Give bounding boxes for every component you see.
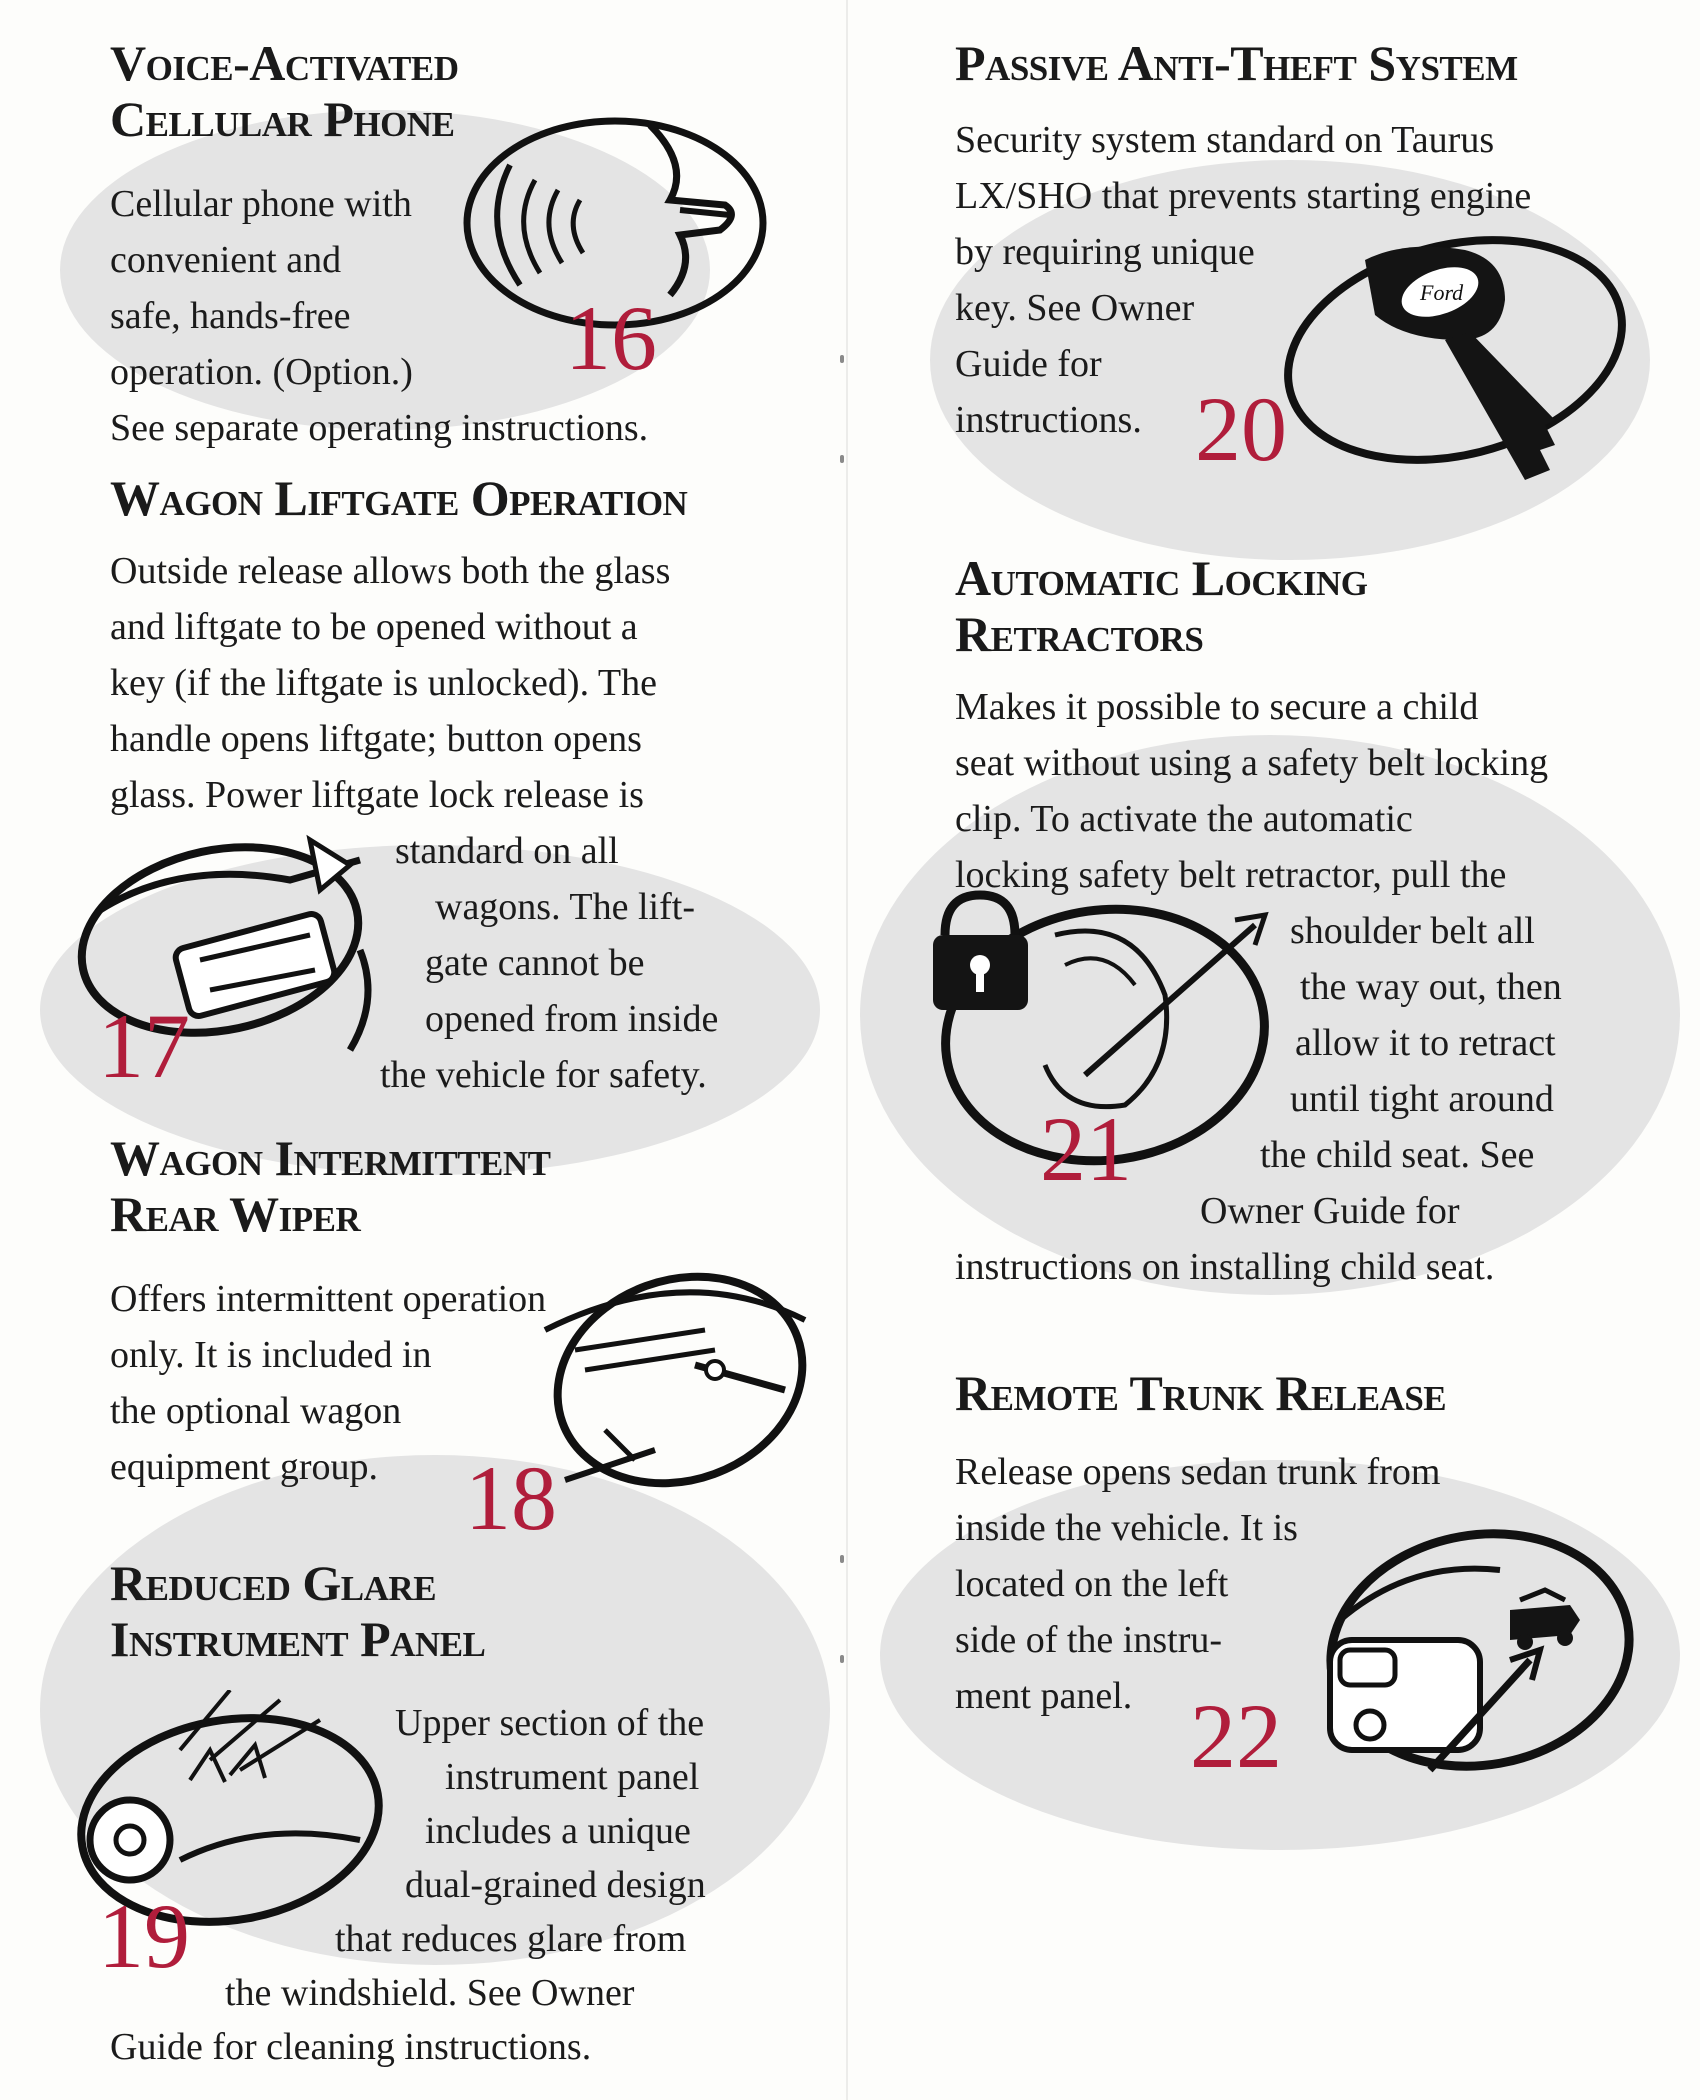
section-title [955, 1365, 1675, 1421]
feature-number: 22 [1190, 1685, 1282, 1787]
title-line: Rear Wiper [110, 1186, 361, 1242]
body-line: only. It is included in [110, 1334, 432, 1376]
title-line: Automatic Locking [955, 550, 1368, 606]
body-line: the way out, then [1300, 966, 1562, 1008]
body-line: allow it to retract [1295, 1022, 1556, 1064]
feature-number: 17 [98, 995, 190, 1097]
section-title [110, 1555, 830, 1667]
staple-mark [840, 1655, 844, 1663]
body-line: and liftgate to be opened without a [110, 606, 638, 648]
body-line: instructions on installing child seat. [955, 1246, 1495, 1288]
page-fold [846, 0, 848, 2100]
body-line: Offers intermittent operation [110, 1278, 547, 1320]
body-line: instructions. [955, 399, 1142, 441]
body-line: until tight around [1290, 1078, 1554, 1120]
title-line: Instrument Panel [110, 1611, 486, 1667]
title-line: Wagon Liftgate Operation [110, 470, 688, 526]
body-line: handle opens liftgate; button opens [110, 718, 642, 760]
title-line: Cellular Phone [110, 91, 455, 147]
body-line: Guide for cleaning instructions. [110, 2026, 592, 2068]
body-line: inside the vehicle. It is [955, 1507, 1298, 1549]
body-line: that reduces glare from [335, 1918, 687, 1960]
body-line: instrument panel [445, 1756, 700, 1798]
body-line: opened from inside [425, 998, 719, 1040]
title-line: Wagon Intermittent [110, 1130, 551, 1186]
section-title [110, 1130, 810, 1242]
body-line: the vehicle for safety. [380, 1054, 707, 1096]
feature-number: 16 [565, 287, 657, 389]
body-line: clip. To activate the automatic [955, 798, 1413, 840]
body-line: dual-grained design [405, 1864, 706, 1906]
section-title [955, 550, 1675, 662]
section-title [110, 470, 830, 526]
staple-mark [840, 455, 844, 463]
body-line: side of the instru- [955, 1619, 1223, 1661]
body-line: key. See Owner [955, 287, 1195, 329]
body-line: gate cannot be [425, 942, 645, 984]
body-line: standard on all [395, 830, 619, 872]
body-line: the child seat. See [1260, 1134, 1535, 1176]
title-line: Passive Anti-Theft System [955, 35, 1518, 91]
body-line: Security system standard on Taurus [955, 119, 1495, 161]
body-line: Outside release allows both the glass [110, 550, 671, 592]
section-title [955, 35, 1675, 91]
feature-number: 18 [465, 1447, 557, 1549]
body-line: convenient and [110, 239, 342, 281]
body-line: glass. Power liftgate lock release is [110, 774, 644, 816]
staple-mark [840, 355, 844, 363]
body-line: Makes it possible to secure a child [955, 686, 1479, 728]
body-line: equipment group. [110, 1446, 379, 1488]
body-line: seat without using a safety belt locking [955, 742, 1549, 784]
trunk-release-icon [1270, 1500, 1650, 1800]
feature-number: 21 [1040, 1098, 1132, 1200]
feature-number: 19 [98, 1885, 190, 1987]
body-line: LX/SHO that prevents starting engine [955, 175, 1532, 217]
title-line: Voice-Activated [110, 35, 459, 91]
body-line: Owner Guide for [1200, 1190, 1460, 1232]
body-line: by requiring unique [955, 231, 1255, 273]
ford-key-icon [1255, 220, 1645, 500]
body-line: locking safety belt retractor, pull the [955, 854, 1507, 896]
title-line: Remote Trunk Release [955, 1365, 1447, 1421]
body-line: safe, hands-free [110, 295, 351, 337]
feature-number: 20 [1195, 378, 1287, 480]
title-line: Retractors [955, 606, 1204, 662]
title-line: Reduced Glare [110, 1555, 437, 1611]
body-line: shoulder belt all [1290, 910, 1535, 952]
body-line: operation. (Option.) [110, 351, 413, 393]
body-line: Guide for [955, 343, 1102, 385]
body-line: key (if the liftgate is unlocked). The [110, 662, 657, 704]
body-line: Release opens sedan trunk from [955, 1451, 1441, 1493]
key-logo: Ford [1420, 280, 1464, 305]
body-line: ment panel. [955, 1675, 1133, 1717]
body-line: See separate operating instructions. [110, 407, 649, 449]
body-line: includes a unique [425, 1810, 691, 1852]
body-line: located on the left [955, 1563, 1229, 1605]
body-line: the windshield. See Owner [225, 1972, 635, 2014]
body-line: wagons. The lift- [435, 886, 695, 928]
body-line: the optional wagon [110, 1390, 402, 1432]
staple-mark [840, 1555, 844, 1563]
body-line: Upper section of the [395, 1702, 705, 1744]
body-line: Cellular phone with [110, 183, 412, 225]
